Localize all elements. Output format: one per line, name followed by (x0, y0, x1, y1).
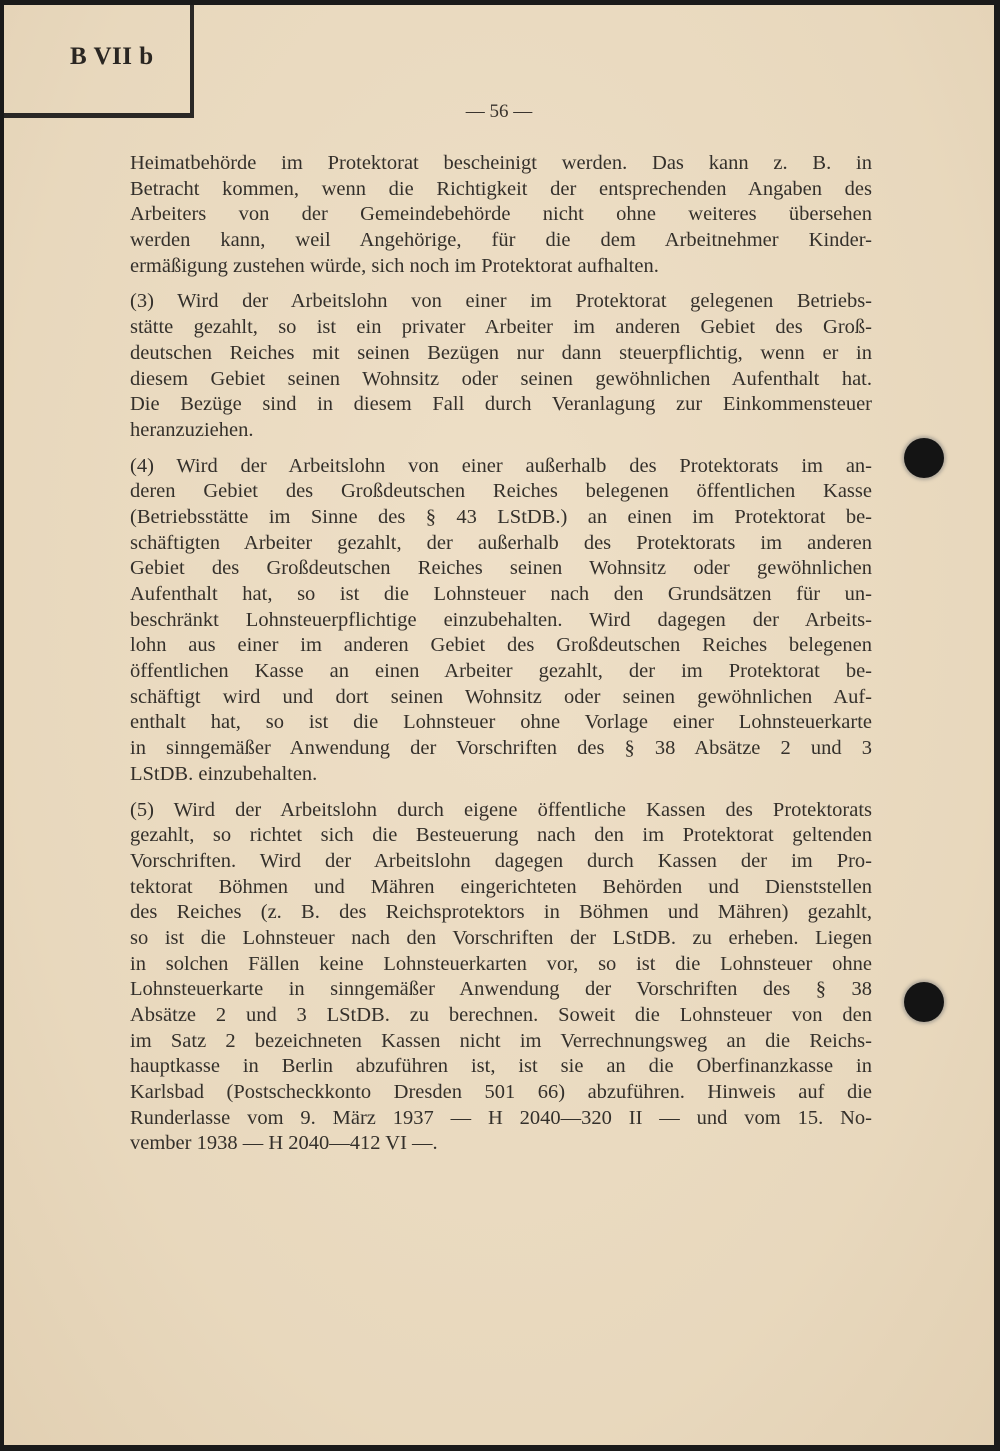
text-line: lohn aus einer im anderen Gebiet des Großdeutschen Reiches belegenen (130, 634, 872, 657)
text-line: enthalt hat, so ist die Lohnsteuer ohne Vorlage einer Lohnsteuerkarte (130, 711, 872, 734)
text-line: Karlsbad (Postscheckkonto Dresden 501 66) abzuführen. Hinweis auf die (130, 1081, 872, 1104)
text-line: Betracht kommen, wenn die Richtigkeit der entsprechenden Angaben des (130, 177, 872, 200)
text-line: deren Gebiet des Großdeutschen Reiches belegenen öffentlichen Kasse (130, 480, 872, 503)
paragraph (130, 151, 872, 279)
text-line: öffentlichen Kasse an einen Arbeiter gezahlt, der im Protektorat be- (130, 660, 872, 683)
text-line: stätte gezahlt, so ist ein privater Arbeiter im anderen Gebiet des Groß- (130, 316, 872, 339)
text-line: gezahlt, so richtet sich die Besteuerung nach den im Protektorat geltenden (130, 824, 872, 847)
text-line: Heimatbehörde im Protektorat bescheinigt werden. Das kann z. B. in (130, 152, 872, 174)
text-line: vember 1938 — H 2040—412 VI —. (130, 1132, 438, 1155)
text-line: schäftigt wird und dort seinen Wohnsitz oder seinen gewöhnlichen Auf- (130, 685, 872, 708)
text-line: (4) Wird der Arbeitslohn von einer außerhalb des Protektorats im an- (130, 454, 872, 477)
text-line: diesem Gebiet seinen Wohnsitz oder seinen gewöhnlichen Aufenthalt hat. (130, 367, 872, 390)
text-line: heranzuziehen. (130, 418, 254, 441)
text-line: Gebiet des Großdeutschen Reiches seinen Wohnsitz oder gewöhnlichen (130, 557, 872, 580)
text-line: im Satz 2 bezeichneten Kassen nicht im Verrechnungsweg an die Reichs- (130, 1029, 872, 1052)
text-line: Absätze 2 und 3 LStDB. zu berechnen. Soweit die Lohnsteuer von den (130, 1004, 872, 1026)
text-line: Die Bezüge sind in diesem Fall durch Veranlagung zur Einkommensteuer (130, 393, 872, 416)
text-line: Runderlasse vom 9. März 1937 — H 2040—320 II — und vom 15. No- (130, 1106, 872, 1129)
text-line: beschränkt Lohnsteuerpflichtige einzubehalten. Wird dagegen der Arbeits- (130, 608, 872, 631)
text-line: (5) Wird der Arbeitslohn durch eigene öffentliche Kassen des Protektorats (130, 798, 872, 821)
text-line: Arbeiters von der Gemeindebehörde nicht ohne weiteres übersehen (130, 203, 872, 226)
text-line: hauptkasse in Berlin abzuführen ist, ist sie an die Oberfinanzkasse in (130, 1055, 872, 1078)
text-line: (Betriebsstätte im Sinne des § 43 LStDB.) an einen im Protektorat be- (130, 505, 872, 528)
text-line: Vorschriften. Wird der Arbeitslohn dagegen durch Kassen der im Pro- (130, 849, 872, 872)
text-line: schäftigten Arbeiter gezahlt, der außerhalb des Protektorats im anderen (130, 531, 872, 554)
text-line: LStDB. einzubehalten. (130, 762, 318, 785)
body-text (130, 151, 872, 1167)
text-line: so ist die Lohnsteuer nach den Vorschriften der LStDB. zu erheben. Liegen (130, 926, 872, 949)
text-line: in solchen Fällen keine Lohnsteuerkarten vor, so ist die Lohnsteuer ohne (130, 952, 872, 975)
paragraph (130, 289, 872, 443)
punch-hole-icon (904, 438, 944, 478)
paragraph (130, 454, 872, 788)
page-number: — 56 — (465, 101, 533, 122)
document-page (4, 5, 994, 1445)
paragraph (130, 798, 872, 1158)
text-line: Lohnsteuerkarte in sinngemäßer Anwendung der Vorschriften des § 38 (130, 978, 872, 1001)
text-line: des Reiches (z. B. des Reichsprotektors in Böhmen und Mähren) gezahlt, (130, 901, 872, 924)
text-line: deutschen Reiches mit seinen Bezügen nur dann steuerpflichtig, wenn er in (130, 341, 872, 364)
text-line: Aufenthalt hat, so ist die Lohnsteuer nach den Grundsätzen für un- (130, 583, 872, 605)
punch-hole-icon (904, 982, 944, 1022)
text-line: (3) Wird der Arbeitslohn von einer im Protektorat gelegenen Betriebs- (130, 290, 872, 313)
text-line: in sinngemäßer Anwendung der Vorschriften des § 38 Absätze 2 und 3 (130, 737, 872, 760)
text-line: ermäßigung zustehen würde, sich noch im Protektorat aufhalten. (130, 254, 659, 277)
section-label: B VII b (70, 43, 154, 70)
text-line: werden kann, weil Angehörige, für die dem Arbeitnehmer Kinder- (130, 229, 872, 252)
text-line: tektorat Böhmen und Mähren eingerichteten Behörden und Dienststellen (130, 875, 872, 898)
